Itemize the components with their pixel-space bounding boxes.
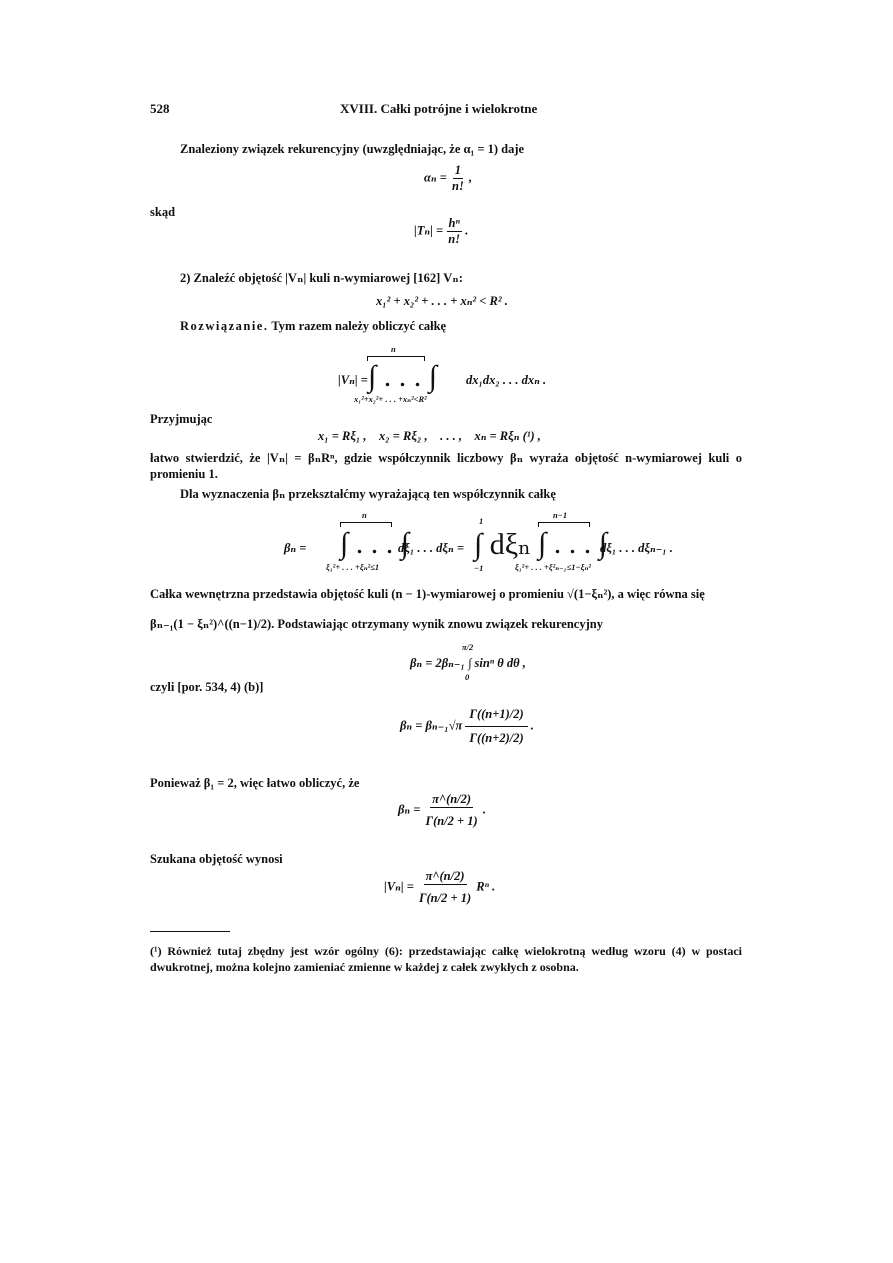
eq2-fraction bbox=[446, 216, 462, 247]
eq10-fraction bbox=[417, 869, 473, 906]
eq1-lhs: αₙ = bbox=[424, 170, 447, 185]
eq8-lhs: βₙ = βₙ₋₁√π bbox=[400, 718, 463, 733]
running-title: XVIII. Całki potrójne i wielokrotne bbox=[340, 101, 538, 116]
equation-substitution: x₁ = Rξ₁ , x₂ = Rξ₂ , . . . , xₙ = Rξₙ (¹) , bbox=[318, 429, 541, 443]
paragraph-3 bbox=[180, 318, 740, 334]
eq6-domain-3: ξ₁²+ . . . +ξ²ₙ₋₁≤1−ξₙ² bbox=[515, 562, 591, 572]
eq2-denominator: n! bbox=[448, 232, 461, 246]
paragraph-2: 2) Znaleźć objętość |Vₙ| kuli n-wymiarowej [162] Vₙ: bbox=[180, 271, 463, 285]
page-number: 528 bbox=[150, 101, 170, 116]
eq10-numerator: π^(n/2) bbox=[425, 869, 465, 883]
eq6-int2: ∫ dξₙ bbox=[474, 528, 532, 561]
eq6-lhs: βₙ = bbox=[284, 541, 307, 555]
eq7-upper: π/2 bbox=[462, 642, 474, 652]
eq6-integrals-1: ∫ . . . ∫ bbox=[340, 527, 409, 560]
eq8-denominator: Γ((n+2)/2) bbox=[469, 731, 524, 745]
eq6-middle: dξ₁ . . . dξₙ = bbox=[398, 541, 464, 555]
eq1-tail: , bbox=[468, 170, 473, 185]
word-skad: skąd bbox=[150, 205, 176, 219]
eq1-numerator: 1 bbox=[454, 163, 462, 177]
rozwiazanie-label: Rozwiązanie. bbox=[180, 319, 269, 333]
eq4-domain: x₁²+x₂²+ . . . +xₙ²<R² bbox=[354, 394, 427, 404]
eq2-numerator: hⁿ bbox=[448, 216, 460, 230]
eq8-numerator: Γ((n+1)/2) bbox=[465, 699, 527, 727]
eq7-lower: 0 bbox=[465, 672, 470, 682]
equation-beta-gamma bbox=[400, 699, 534, 754]
eq4-integrals: ∫ . . . ∫ bbox=[368, 360, 437, 393]
eq1-fraction bbox=[450, 163, 466, 194]
paragraph-6a: Całka wewnętrzna przedstawia objętość kuli (n − 1)-wymiarowej o promieniu √(1−ξₙ²), a więc równa się bbox=[150, 587, 705, 601]
eq6-n1: n bbox=[362, 510, 367, 520]
paragraph-5: Dla wyznaczenia βₙ przekształćmy wyrażającą ten współczynnik całkę bbox=[180, 487, 556, 501]
eq1-denominator: n! bbox=[452, 179, 464, 193]
eq9-tail: . bbox=[482, 802, 486, 817]
eq2-lhs: |Tₙ| = bbox=[414, 223, 444, 238]
eq8-fraction bbox=[465, 699, 527, 754]
paragraph-1: Znaleziony związek rekurencyjny (uwzględniając, że α₁ = 1) daje bbox=[180, 142, 525, 156]
equation-T bbox=[414, 216, 468, 247]
equation-beta-final bbox=[398, 792, 486, 829]
footnote-rule bbox=[150, 931, 230, 932]
eq4-rhs: dx₁dx₂ . . . dxₙ . bbox=[466, 373, 547, 387]
eq8-tail: . bbox=[530, 718, 534, 733]
eq6-n3: n−1 bbox=[553, 510, 568, 520]
eq10-denominator: Γ(n/2 + 1) bbox=[418, 891, 472, 905]
eq6-int2-upper: 1 bbox=[479, 516, 484, 526]
paragraph-8: Szukana objętość wynosi bbox=[150, 852, 283, 866]
equation-recurrence: βₙ = 2βₙ₋₁ ∫ sinⁿ θ dθ , bbox=[410, 656, 526, 670]
footnote: (¹) Również tutaj zbędny jest wzór ogólny (6): przedstawiając całkę wielokrotną według wzoru (4) w postaci dwukrotnej, można kolejno zamieniać zmienne w każdej z całek zwykłych z osobna. bbox=[150, 944, 742, 974]
eq4-n: n bbox=[391, 344, 396, 354]
eq10-tail: Rⁿ . bbox=[476, 879, 496, 894]
word-czyli: czyli [por. 534, 4) (b)] bbox=[150, 680, 264, 694]
word-przyjmujac: Przyjmując bbox=[150, 412, 213, 426]
equation-ball: x₁² + x₂² + . . . + xₙ² < R² . bbox=[376, 294, 508, 308]
eq4-lhs: |Vₙ| = bbox=[338, 373, 368, 387]
paragraph-7: Ponieważ β₁ = 2, więc łatwo obliczyć, że bbox=[150, 776, 360, 790]
eq9-fraction bbox=[424, 792, 480, 829]
paragraph-4: łatwo stwierdzić, że |Vₙ| = βₙRⁿ, gdzie współczynnik liczbowy βₙ wyraża objętość n-wymiarowej kuli o promieniu 1. bbox=[150, 451, 742, 481]
eq6-rhs: dξ₁ . . . dξₙ₋₁ . bbox=[600, 541, 673, 555]
eq2-tail: . bbox=[465, 223, 469, 238]
rozwiazanie-text: Tym razem należy obliczyć całkę bbox=[271, 319, 447, 333]
eq10-lhs: |Vₙ| = bbox=[384, 879, 414, 894]
paragraph-6b: βₙ₋₁(1 − ξₙ²)^((n−1)/2). Podstawiając otrzymany wynik znowu związek rekurencyjny bbox=[150, 617, 603, 631]
eq6-int2-lower: −1 bbox=[474, 563, 484, 573]
eq6-integrals-3: ∫ . . . ∫ bbox=[538, 527, 607, 560]
eq9-numerator: π^(n/2) bbox=[432, 792, 472, 806]
equation-alpha bbox=[424, 163, 472, 194]
eq6-domain-1: ξ₁²+ . . . +ξₙ²≤1 bbox=[326, 562, 380, 572]
equation-volume bbox=[384, 869, 495, 906]
eq9-denominator: Γ(n/2 + 1) bbox=[425, 814, 478, 828]
eq9-lhs: βₙ = bbox=[398, 802, 421, 817]
